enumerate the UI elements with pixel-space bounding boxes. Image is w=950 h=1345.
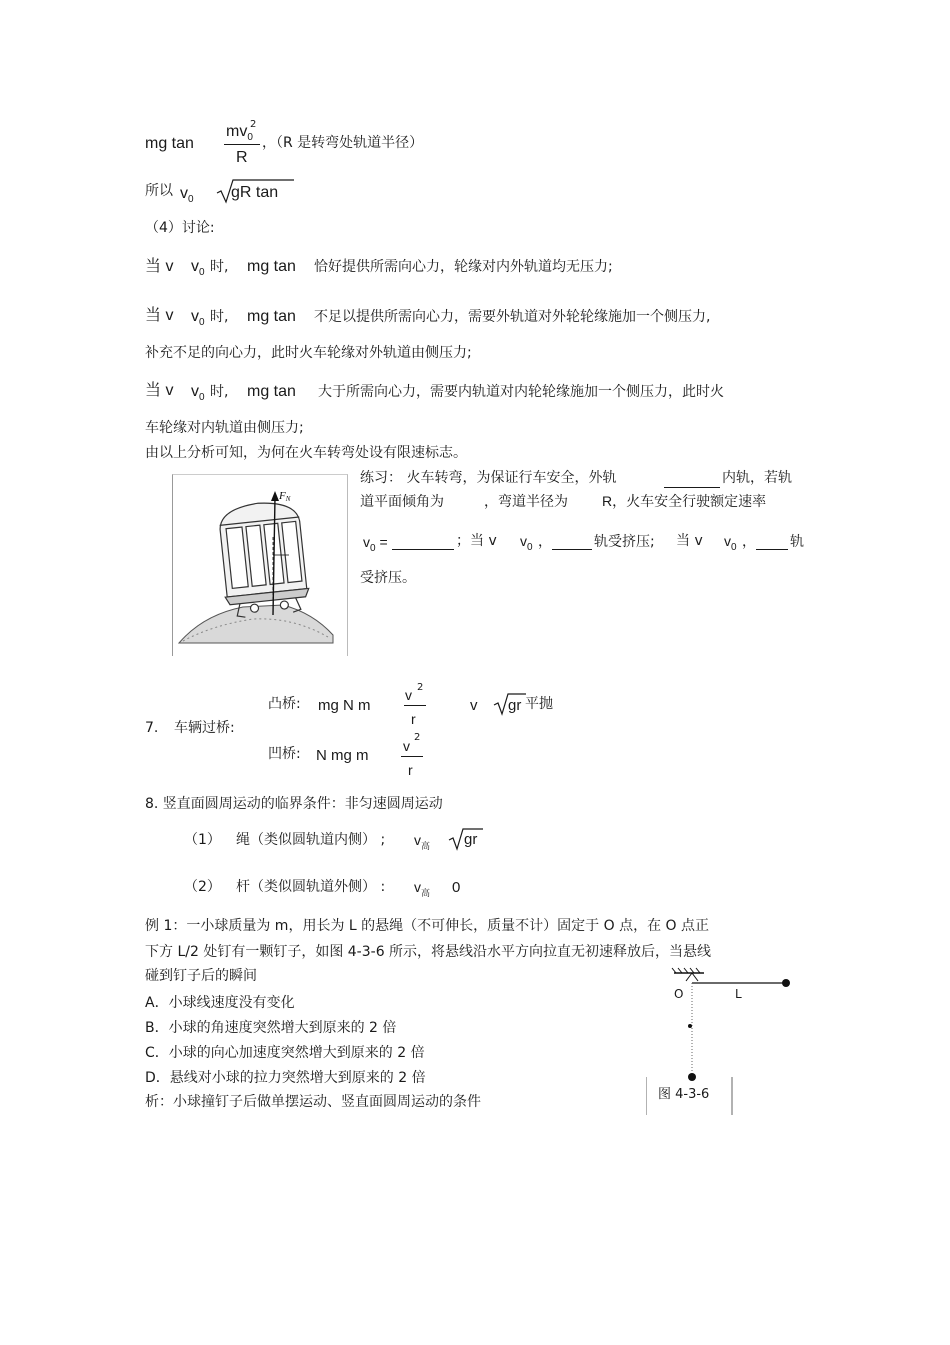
radius-note: ，（R 是转弯处轨道半径） xyxy=(262,135,424,151)
sqrt-content: gR tan xyxy=(231,184,279,201)
exercise-line1b: 内轨，若轨 xyxy=(722,470,792,486)
option-c[interactable]: C．小球的向心加速度突然增大到原来的 2 倍 xyxy=(145,1045,425,1061)
vertical-item2-text: 杆（类似圆轨道外侧） : xyxy=(236,879,386,895)
bridge-number: 7. xyxy=(145,720,159,736)
pendulum-L-label: L xyxy=(735,987,742,1001)
fraction-numerator: $mv_0$ xyxy=(226,123,253,143)
convex-numerator: v xyxy=(405,687,412,703)
case1-prefix: 当 v xyxy=(145,258,174,275)
exercise-line3a: ；当 v xyxy=(456,533,497,549)
fraction-denominator: R xyxy=(236,149,248,166)
exercise-blank-2[interactable] xyxy=(552,534,592,550)
vertical-item2-val: 0 xyxy=(452,879,461,896)
case2-v0: $v_0$ xyxy=(191,308,205,328)
pendulum-caption: 图 4-3-6 xyxy=(658,1087,710,1102)
exercise-line4: 受挤压。 xyxy=(360,570,416,586)
convex-denominator: r xyxy=(411,711,416,727)
concave-denominator: r xyxy=(408,762,413,778)
exercise-line3d: 当 v xyxy=(676,533,703,549)
discussion-heading: （4）讨论: xyxy=(145,220,215,236)
case3-v0: $v_0$ xyxy=(191,383,205,403)
case2-when: 时, xyxy=(210,309,229,325)
convex-equation: mg N m xyxy=(318,697,371,714)
example-line1: 例 1：一小球质量为 m，用长为 L 的悬绳（不可伸长，质量不计）固定于 O 点，在 O 点正 xyxy=(145,918,709,934)
exercise-line2b: ，弯道半径为 xyxy=(484,494,568,510)
convex-fraction-line xyxy=(404,705,426,706)
case3-text: 大于所需向心力，需要内轨道对内轮轮缘施加一个侧压力，此时火 xyxy=(318,384,724,400)
case3-continuation: 车轮缘对内轨道由侧压力; xyxy=(145,420,304,436)
exercise-blank-v0[interactable] xyxy=(392,534,454,550)
option-a[interactable]: A．小球线速度没有变化 xyxy=(145,995,295,1011)
convex-label: 凸桥: xyxy=(268,696,301,712)
option-d[interactable]: D．悬线对小球的拉力突然增大到原来的 2 倍 xyxy=(145,1070,426,1086)
vertical-item2-v: $v_高$ xyxy=(414,879,431,898)
exercise-line2a: 道平面倾角为 xyxy=(360,494,444,510)
concave-equation: N mg m xyxy=(316,747,369,764)
concave-fraction-line xyxy=(401,756,423,757)
convex-sup: 2 xyxy=(417,682,424,693)
case3-mg-tan: mg tan xyxy=(247,383,296,400)
so-label: 所以 xyxy=(145,183,173,199)
bridge-title: 车辆过桥: xyxy=(174,720,235,736)
case2-mg-tan: mg tan xyxy=(247,308,296,325)
concave-sup: 2 xyxy=(414,732,421,743)
case3-when: 时, xyxy=(210,384,229,400)
example-analysis: 析：小球撞钉子后做单摆运动、竖直面圆周运动的条件 xyxy=(145,1094,481,1110)
vertical-item2-num: （2） xyxy=(184,879,221,895)
vertical-item1-v: $v_高$ xyxy=(414,832,431,851)
exercise-line2c: R，火车安全行驶额定速率 xyxy=(602,493,767,509)
option-b[interactable]: B．小球的角速度突然增大到原来的 2 倍 xyxy=(145,1020,397,1036)
convex-sqrt-content: gr xyxy=(508,697,522,714)
vertical-heading: 8. 竖直面圆周运动的临界条件：非匀速圆周运动 xyxy=(145,796,443,812)
convex-v: v xyxy=(470,697,478,714)
example-line3: 碰到钉子后的瞬间 xyxy=(145,968,257,984)
case2-text: 不足以提供所需向心力，需要外轨道对外轮轮缘施加一个侧压力, xyxy=(314,309,711,325)
train-figure xyxy=(172,474,348,656)
vertical-item1-sqrt: gr xyxy=(464,831,478,848)
case2-prefix: 当 v xyxy=(145,307,174,324)
concave-numerator: v xyxy=(403,738,410,754)
case1-when: 时, xyxy=(210,259,229,275)
exercise-line3f: 轨 xyxy=(790,534,804,550)
case1-mg-tan: mg tan xyxy=(247,258,296,275)
case1-v0: $v_0$ xyxy=(191,258,205,278)
pendulum-O-label: O xyxy=(674,987,684,1001)
exercise-blank-3[interactable] xyxy=(756,534,788,550)
discussion-conclusion: 由以上分析可知，为何在火车转弯处设有限速标志。 xyxy=(145,445,467,461)
pendulum-figure xyxy=(646,965,792,1115)
mg-tan-label: mg tan xyxy=(145,135,194,152)
exercise-line3b: ， xyxy=(538,534,552,550)
train-illustration xyxy=(173,475,347,656)
case3-prefix: 当 v xyxy=(145,382,174,399)
force-label: FN xyxy=(279,490,291,503)
case1-text: 恰好提供所需向心力，轮缘对内外轨道均无压力; xyxy=(314,259,613,275)
exercise-v0: $v_0$ = xyxy=(363,534,388,554)
exercise-line1a: 练习： 火车转弯，为保证行车安全，外轨 xyxy=(360,470,617,486)
exercise-v0b: $v_0$ xyxy=(520,533,533,553)
exercise-v0c: $v_0$ xyxy=(724,533,737,553)
exercise-blank-1[interactable] xyxy=(664,471,720,488)
convex-after: 平抛 xyxy=(525,696,553,712)
concave-label: 凹桥: xyxy=(268,746,301,762)
vertical-item1-num: （1） xyxy=(184,832,221,848)
fraction-numerator-sup: 2 xyxy=(250,119,257,130)
example-line2: 下方 L/2 处钉有一颗钉子，如图 4-3-6 所示，将悬线沿水平方向拉直无初速释放后，当悬线 xyxy=(145,944,712,960)
case2-continuation: 补充不足的向心力，此时火车轮缘对外轨道由侧压力; xyxy=(145,345,472,361)
exercise-line3c: 轨受挤压; xyxy=(594,534,655,550)
exercise-line3e: ， xyxy=(742,534,756,550)
v0-symbol: $v_0$ xyxy=(180,185,194,205)
vertical-item1-text: 绳（类似圆轨道内侧） ; xyxy=(236,832,386,848)
fraction-line xyxy=(224,144,260,145)
